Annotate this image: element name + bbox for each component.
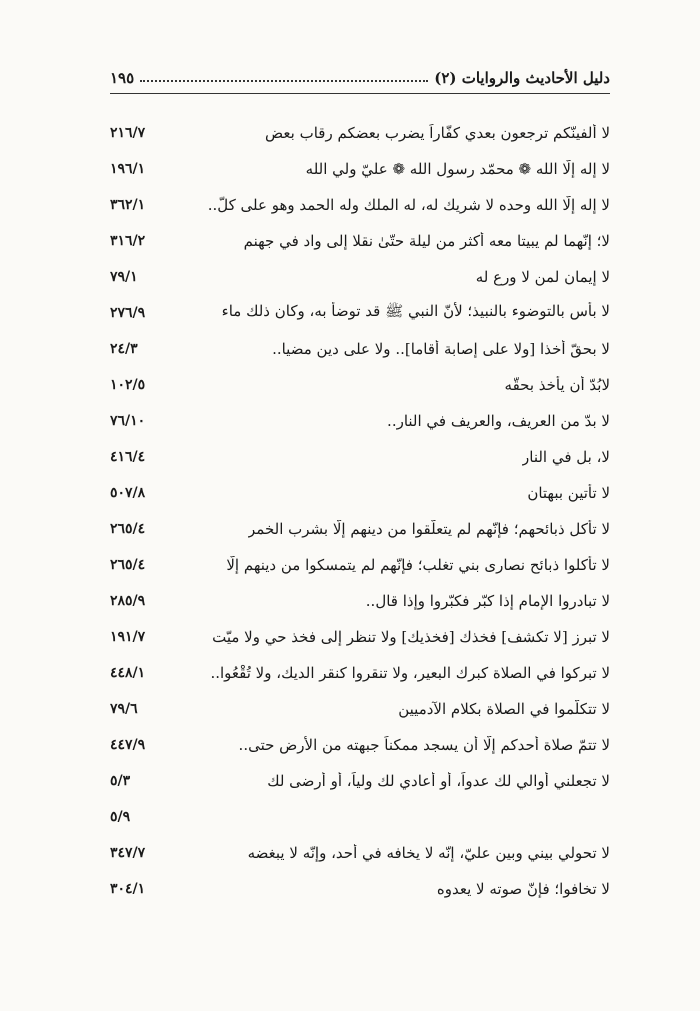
index-entry	[110, 619, 610, 655]
entry-reference: ٢٤/٣	[110, 341, 138, 357]
entry-text: لا؛ إنّهما لم يبيتا معه أكثر من ليلة حتّىٰ نقلا إلى واد في جهنم	[243, 232, 610, 250]
page-header	[110, 64, 610, 92]
entry-reference: ١٩٦/١	[110, 161, 146, 177]
index-entry	[110, 295, 610, 331]
entry-reference: ١٩١/٧	[110, 629, 146, 645]
header-dotted-leader	[140, 80, 428, 82]
entry-reference: ٣٦٢/١	[110, 197, 146, 213]
entry-text: لا تبركوا في الصلاة كبرك البعير، ولا تنقروا كنقر الديك، ولا تُقْعُوا..	[210, 664, 610, 682]
entry-text: لا تحولي بيني وبين عليّ، إنّه لا يخافه في أحد، وإنّه لا يبغضه	[247, 844, 610, 862]
entry-reference: ٤٤٨/١	[110, 665, 146, 681]
entry-text: لا إله إلّا الله ❁ محمّد رسول الله ❁ عليّ ولي الله	[305, 160, 610, 178]
entry-text: لا تتمّ صلاة أحدكم إلّا أن يسجد ممكناً جبهته من الأرض حتى..	[238, 736, 610, 754]
index-entry	[110, 583, 610, 619]
index-entry	[110, 223, 610, 259]
index-entry	[110, 367, 610, 403]
entry-text: لا تبرز [لا تكشف] فخذك [فخذيك] ولا تنظر إلى فخذ حي ولا ميّت	[212, 628, 610, 646]
index-entry	[110, 871, 610, 907]
entry-reference: ٥٠٧/٨	[110, 485, 146, 501]
entry-reference: ٥/٣	[110, 773, 131, 789]
index-entry	[110, 151, 610, 187]
entry-text: لا، بل في النار	[522, 448, 610, 466]
entry-reference: ٣٤٧/٧	[110, 845, 146, 861]
entry-reference: ٣٠٤/١	[110, 881, 146, 897]
index-entry	[110, 763, 610, 799]
index-entry	[110, 187, 610, 223]
header-rule	[110, 93, 610, 94]
entry-text: لا بأس بالتوضوء بالنبيذ؛ لأنّ النبي ﷺ قد توضأ به، وكان ذلك ماء	[221, 302, 610, 320]
entry-text: لا إيمان لمن لا ورع له	[475, 268, 610, 286]
entry-reference: ٢٧٦/٩	[110, 305, 146, 321]
index-entry	[110, 439, 610, 475]
entry-reference: ٢٦٥/٤	[110, 557, 146, 573]
entry-text: لابُدّ أن يأخذ بحقّه	[504, 376, 610, 394]
index-entry	[110, 475, 610, 511]
index-entry	[110, 727, 610, 763]
entry-reference: ٤٤٧/٩	[110, 737, 146, 753]
index-entry	[110, 259, 610, 295]
entry-reference: ٤١٦/٤	[110, 449, 146, 465]
entry-reference: ٥/٩	[110, 809, 131, 825]
index-entry	[110, 115, 610, 151]
index-entry	[110, 547, 610, 583]
entry-text: لا تبادروا الإمام إذا كبّر فكبّروا وإذا قال..	[365, 592, 610, 610]
entry-text: لا تأتين ببهتان	[527, 484, 610, 502]
entry-reference: ٧٩/٦	[110, 701, 138, 717]
entry-reference: ٧٦/١٠	[110, 413, 146, 429]
entry-reference: ٧٩/١	[110, 269, 138, 285]
index-entry	[110, 835, 610, 871]
entry-reference: ٣١٦/٢	[110, 233, 146, 249]
index-entry	[110, 403, 610, 439]
page-number: ١٩٥	[110, 69, 135, 87]
header-title: دليل الأحاديث والروايات (٢)	[434, 69, 610, 87]
index-entry	[110, 655, 610, 691]
index-entry	[110, 331, 610, 367]
entry-reference: ٢٦٥/٤	[110, 521, 146, 537]
entry-text: لا تجعلني أُوالي لك عدواً، أو أُعادي لك ولياً، أو أرضى لك	[267, 772, 610, 790]
entry-reference: ١٠٢/٥	[110, 377, 146, 393]
index-entries	[110, 115, 610, 907]
entry-text: لا بدّ من العريف، والعريف في النار..	[387, 412, 610, 430]
entry-text: لا بحقّ أخذا [ولا على إصابة أقاما].. ولا على دين مضيا..	[272, 340, 610, 358]
entry-text: لا تتكلّموا في الصلاة بكلام الآدميين	[398, 700, 610, 718]
index-entry	[110, 511, 610, 547]
entry-text: لا تأكل ذبائحهم؛ فإنّهم لم يتعلّقوا من دينهم إلّا بشرب الخمر	[248, 520, 610, 538]
entry-text: لا تأكلوا ذبائح نصارى بني تغلب؛ فإنّهم لم يتمسكوا من دينهم إلّا	[226, 556, 610, 574]
entry-text: لا تخافوا؛ فإنّ صوته لا يعدوه	[436, 880, 610, 898]
index-entry	[110, 799, 610, 835]
entry-reference: ٢١٦/٧	[110, 125, 146, 141]
entry-text: لا إله إلّا الله وحده لا شريك له، له الملك وله الحمد وهو على كلّ..	[207, 196, 610, 214]
entry-reference: ٢٨٥/٩	[110, 593, 146, 609]
entry-text: لا ألفينّكم ترجعون بعدي كفّاراً يضرب بعضكم رقاب بعض	[265, 124, 610, 142]
index-entry	[110, 691, 610, 727]
